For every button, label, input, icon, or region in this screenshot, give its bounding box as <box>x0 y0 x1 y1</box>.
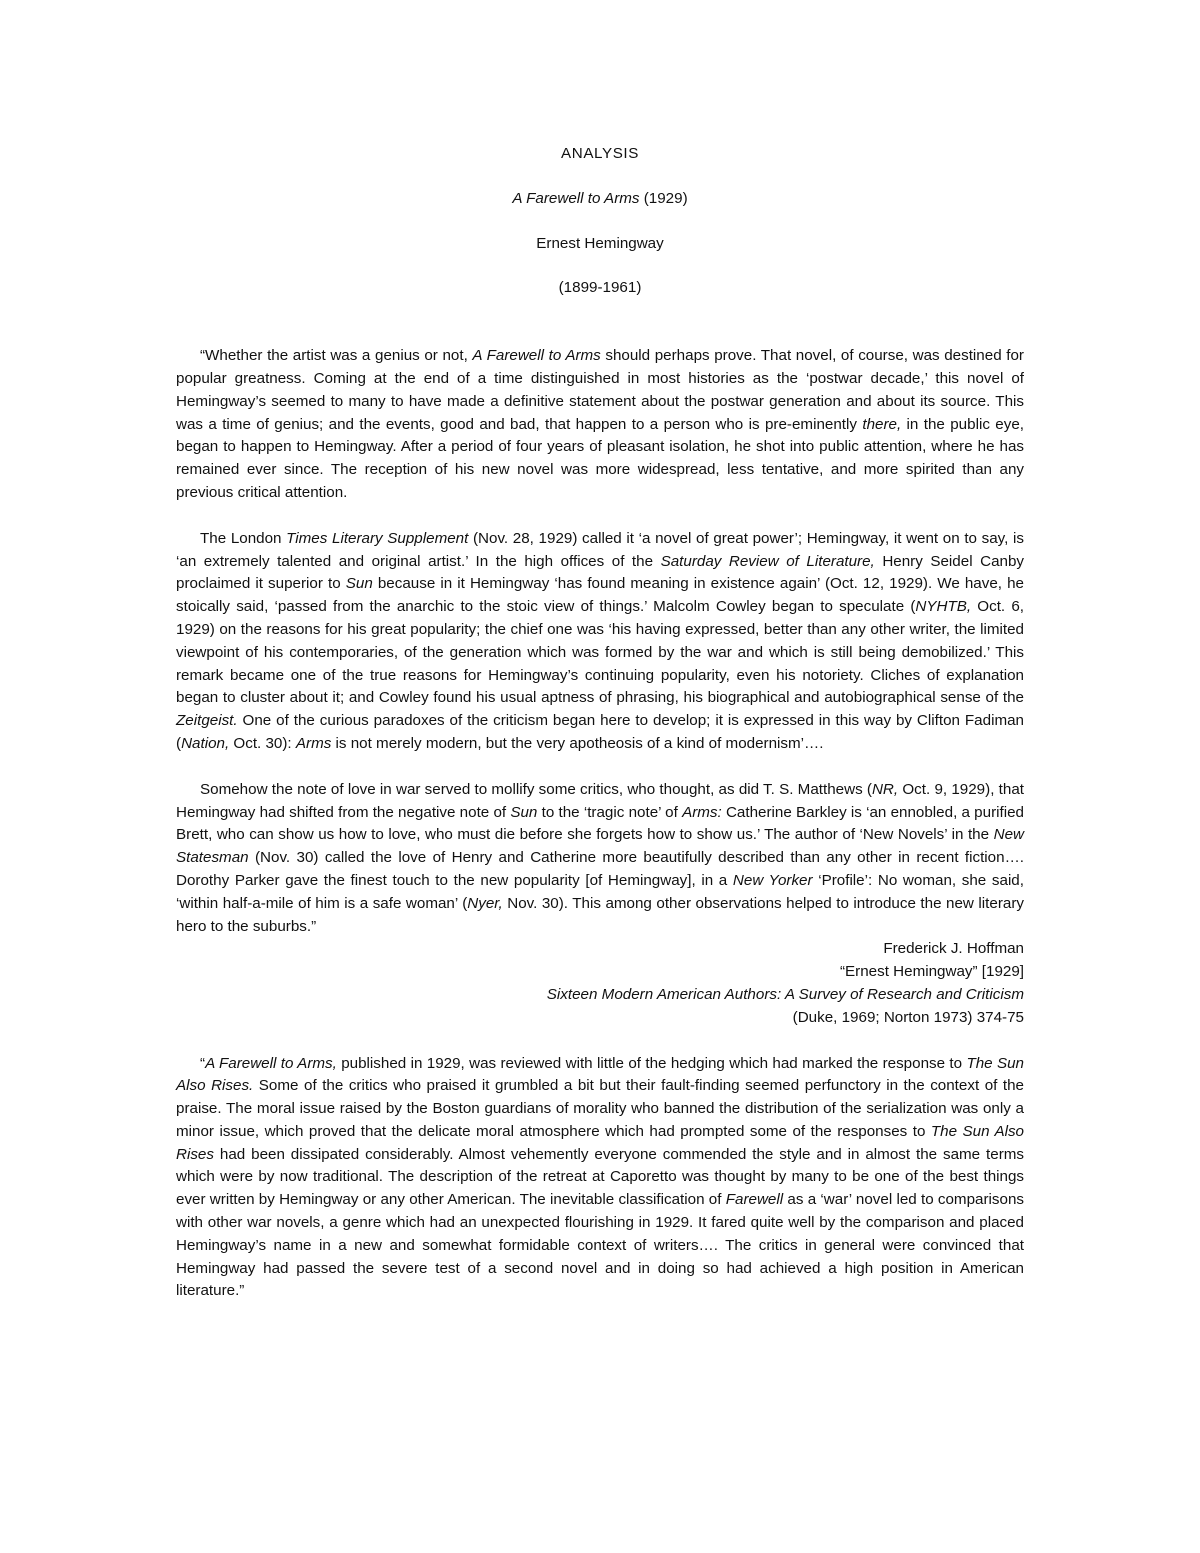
italic-word: there, <box>862 415 902 433</box>
citation-book <box>176 984 1024 1007</box>
text-run: The London <box>200 529 287 547</box>
text-run: One of the curious paradoxes of the criticism began here to develop; it is expressed in this way by Clifton Fadiman ( <box>176 712 1024 752</box>
author-dates: (1899-1961) <box>558 279 642 297</box>
italic-title: Nation, <box>181 734 230 752</box>
italic-title: NR, <box>871 780 899 798</box>
italic-title: Farewell <box>725 1191 784 1209</box>
italic-title: The Sun Also Rises <box>176 1122 1024 1163</box>
text-run: Somehow the note of love in war served to mollify some critics, who thought, as did T. S. Matthews ( <box>200 780 872 798</box>
text-run: as a ‘war’ novel led to comparisons with other war novels, a genre which had an unexpected flourishing in 1929. It fared quite well by the comparison and placed Hemingway’s name in a new and somewhat formidable context of writers…. The critics in general were convinced that Hemingway had passed the severe test of a second novel and in doing so had achieved a high position in American literature.” <box>176 1191 1024 1300</box>
text-run: had been dissipated considerably. Almost vehemently everyone commended the style and in almost the same terms which were by now traditional. The description of the retreat at Caporetto was thought by many to be one of the best things ever written by Hemingway or any other American. The inevitable classification of <box>176 1145 1024 1209</box>
italic-title: Arms: <box>682 803 722 821</box>
text-run: Catherine Barkley is ‘an ennobled, a purified Brett, who can show us how to love, who must die before she forgets how to show us.’ The author of ‘New Novels’ in the <box>176 803 1024 844</box>
citation-block <box>176 938 1024 1029</box>
italic-title: A Farewell to Arms, <box>205 1054 337 1072</box>
citation-author: Frederick J. Hoffman <box>883 940 1024 958</box>
italic-word: Zeitgeist. <box>176 712 238 730</box>
text-run: Some of the critics who praised it grumbled a bit but their fault-finding seemed perfunctory in the context of the praise. The moral issue raised by the Boston guardians of morality who banned the distribution of the serialization was only a minor issue, which proved that the delicate moral atmosphere which had prompted some of the responses to <box>176 1077 1024 1140</box>
text-run: ‘Profile’: No woman, she said, ‘within half-a-mile of him is a safe woman’ ( <box>176 871 1024 912</box>
text-run: should perhaps prove. That novel, of course, was destined for popular greatness. Coming at the end of a time distinguished in most histories as the ‘postwar decade,’ this novel of Hemingway’s seemed to many to have made a definitive statement about the postwar generation and about its source. This was a time of genius; and the events, good and bad, that happen to a person who is pre-eminently <box>176 347 1024 433</box>
italic-title: New Yorker <box>732 871 813 889</box>
italic-title: Times Literary Supplement <box>286 529 469 547</box>
citation-essay: “Ernest Hemingway” [1929] <box>839 963 1024 981</box>
italic-title: NYHTB, <box>915 598 972 616</box>
quote-paragraph-2 <box>176 528 1024 756</box>
italic-title: Nyer, <box>467 894 503 912</box>
quote-paragraph-4 <box>176 1053 1024 1304</box>
text-run: to the ‘tragic note’ of <box>537 803 683 821</box>
text-run: (Nov. 30) called the love of Henry and Catherine more beautifully described than any other in recent fiction…. Dorothy Parker gave the finest touch to the new popularity [of Hemingway], in a <box>176 849 1024 889</box>
italic-title: Sun <box>510 803 538 821</box>
text-run: Oct. 6, 1929) on the reasons for his great popularity; the chief one was ‘his having expressed, better than any other writer, the limited viewpoint of his contemporaries, of the generation which was formed by the war and which is still being demobilized.’ This remark became one of the true reasons for Hemingway’s continuing popularity, even his notoriety. Cliches of explanation began to cluster about it; and Cowley found his usual aptness of phrasing, his biographical and autobiographical sense of the <box>176 598 1024 707</box>
italic-title: The Sun Also Rises. <box>176 1054 1024 1095</box>
text-run: “Whether the artist was a genius or not, <box>200 347 473 365</box>
author-name: Ernest Hemingway <box>536 234 664 252</box>
italic-title: A Farewell to Arms <box>472 347 601 365</box>
text-run: because in it Hemingway ‘has found meaning in existence again’ (Oct. 12, 1929). We have, he stoically said, ‘passed from the anarchic to the stoic view of things.’ Malcolm Cowley began to speculate ( <box>176 575 1024 616</box>
italic-title: Arms <box>295 734 332 752</box>
work-title: A Farewell to Arms <box>512 189 640 207</box>
text-run: in the public eye, began to happen to Hemingway. After a period of four years of pleasant isolation, he shot into public attention, where he has remained ever since. The reception of his new novel was more widespread, less tentative, and more spirited than any previous critical attention. <box>176 415 1024 501</box>
text-run: Oct. 30): <box>229 734 296 752</box>
page-heading: ANALYSIS <box>561 145 639 162</box>
text-run: “ <box>200 1054 206 1072</box>
quote-paragraph-3 <box>176 779 1024 939</box>
work-year: (1929) <box>643 189 688 207</box>
work-title-line <box>176 188 1024 211</box>
text-run: (Nov. 28, 1929) called it ‘a novel of great power’; Hemingway, it went on to say, is ‘an extremely talented and original artist.’ In the high offices of the <box>176 529 1024 570</box>
citation-book-title: Sixteen Modern American Authors: A Survey of Research and Criticism <box>546 985 1024 1003</box>
italic-title: Saturday Review of Literature, <box>660 552 875 570</box>
text-run: published in 1929, was reviewed with little of the hedging which had marked the response to <box>336 1054 967 1072</box>
text-run: Henry Seidel Canby proclaimed it superior to <box>176 552 1025 593</box>
italic-title: Sun <box>345 575 373 593</box>
text-run: Nov. 30). This among other observations helped to introduce the new literary hero to the suburbs.” <box>176 894 1024 935</box>
text-run: Oct. 9, 1929), that Hemingway had shifted from the negative note of <box>176 780 1024 821</box>
italic-title: New Statesman <box>176 826 1024 867</box>
document-page <box>176 143 1024 1303</box>
quote-paragraph-1 <box>176 345 1024 505</box>
citation-publication: (Duke, 1969; Norton 1973) 374-75 <box>792 1008 1024 1026</box>
text-run: is not merely modern, but the very apotheosis of a kind of modernism’…. <box>331 734 824 752</box>
